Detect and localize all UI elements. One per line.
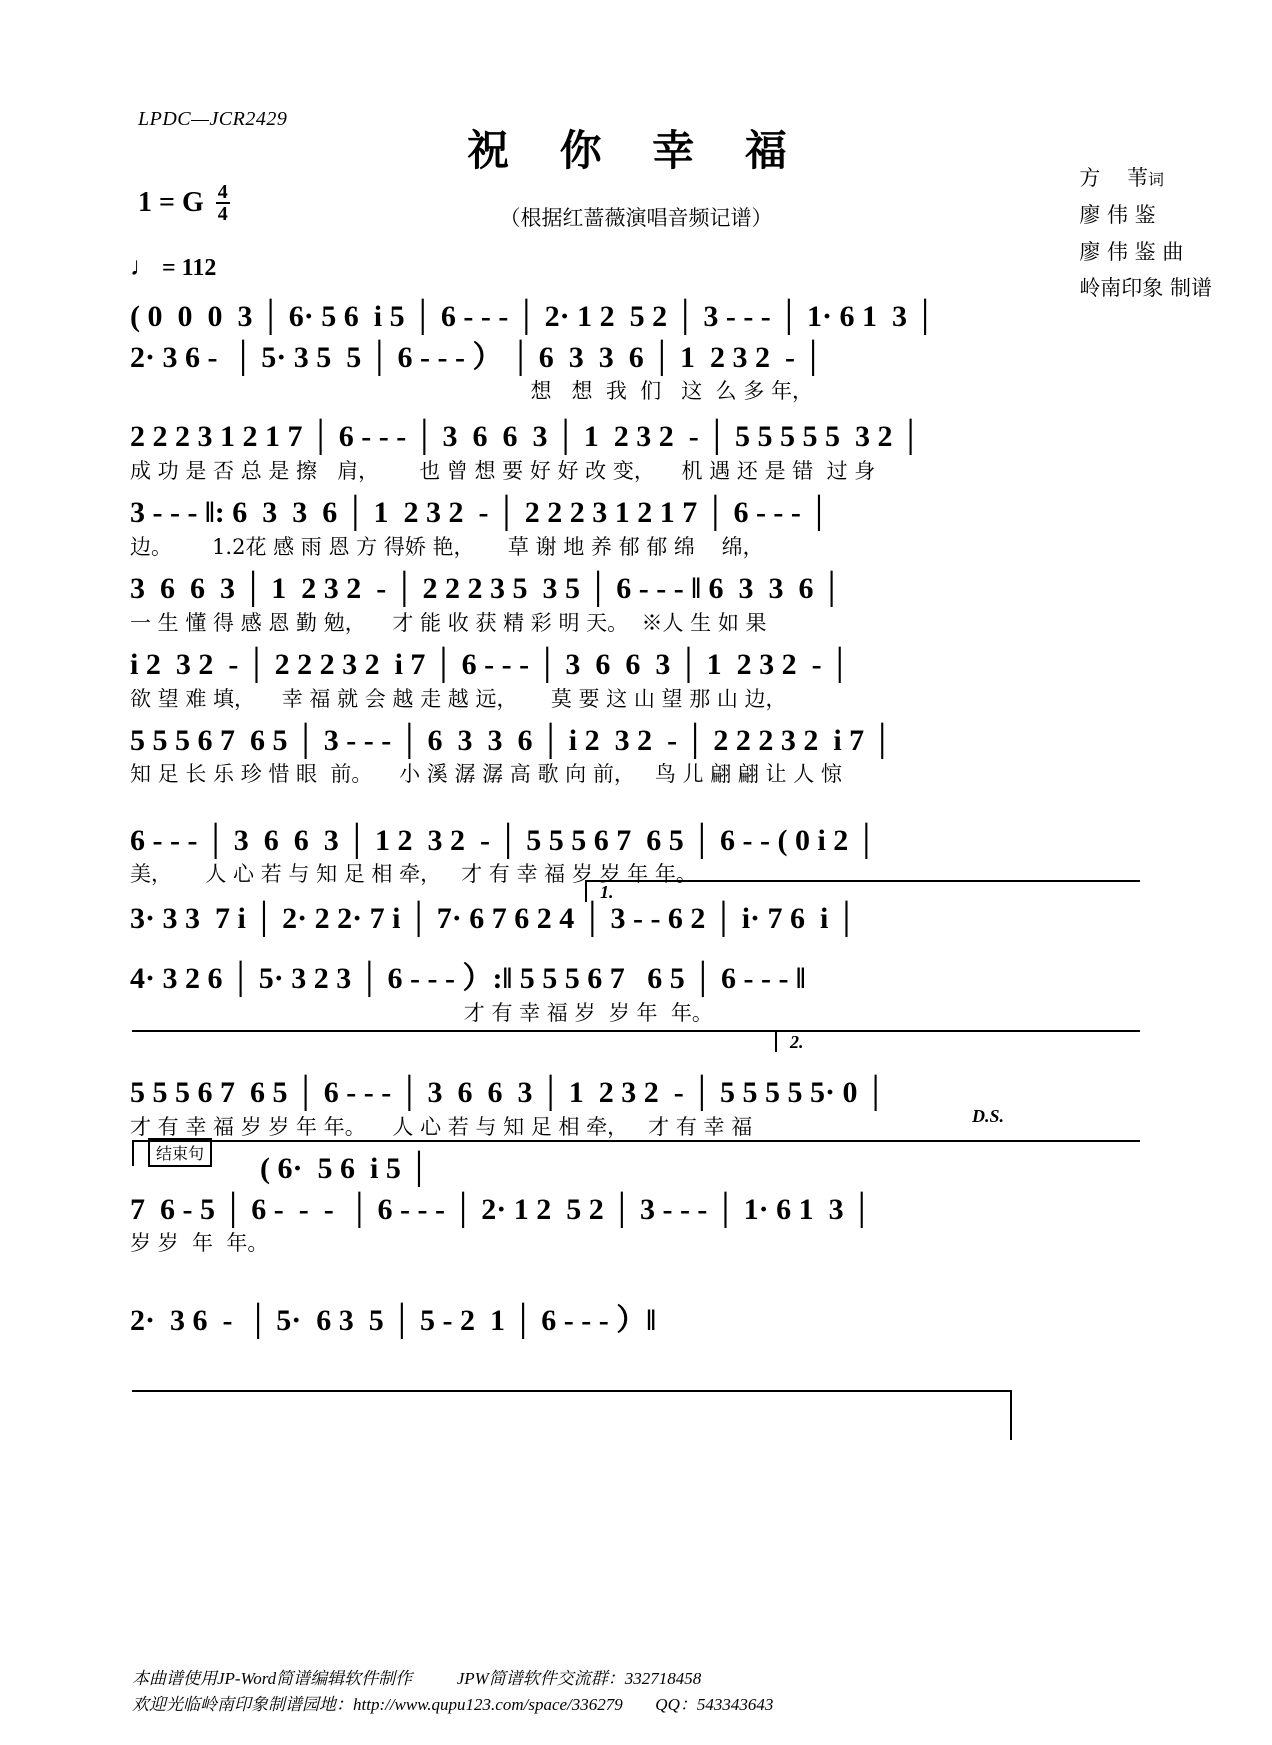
- key-signature: [138, 182, 230, 224]
- notes-1: ( 0 0 0 3 │ 6· 5 6 i 5 │ 6 - - - │ 2· 1 2 5 2 │ 3 - - - │ 1· 6 1 3 │: [130, 300, 936, 333]
- notes-14: 2· 3 6 - │ 5· 6 3 5 │ 5 - 2 1 │ 6 - - - ）‖: [130, 1304, 656, 1338]
- notes-4: 3 - - - ‖: 6 3 3 6 │ 1 2 3 2 - │ 2 2 2 3 1 2 1 7 │ 6 - - - │: [130, 496, 830, 530]
- music-system: [130, 300, 1140, 1339]
- lyricist-line: [1079, 160, 1212, 197]
- lyrics-6: 欲 望 难 填， 幸 福 就 会 越 走 越 远， 莫 要 这 山 望 那 山 边，: [130, 686, 787, 711]
- subtitle: （根据红蔷薇演唱音频记谱）: [499, 206, 773, 230]
- final-bracket-rule: [132, 1390, 1012, 1392]
- lyricist-role: 词: [1148, 170, 1165, 189]
- notes-3: 2 2 2 3 1 2 1 7 │ 6 - - - │ 3 6 6 3 │ 1 2 3 2 - │ 5 5 5 5 5 3 2 │: [130, 420, 922, 454]
- footer-qq: QQ：543343643: [655, 1694, 774, 1714]
- notes-13: 7 6 - 5 │ 6 - - - │ 6 - - - │ 2· 1 2 5 2 │ 3 - - - │ 1· 6 1 3 │: [130, 1192, 873, 1226]
- lyrics-4: 边。 1.2花 感 雨 恩 方 得娇 艳， 草 谢 地 养 郁 郁 绵 绵，: [130, 534, 764, 559]
- coda-top-rule: [132, 1140, 1140, 1142]
- notes-10: 4· 3 2 6 │ 5· 3 2 3 │ 6 - - - ）:‖ 5 5 5 6 7 6 5 │ 6 - - - ‖: [130, 962, 806, 996]
- ending2-bracket: [775, 1030, 1140, 1032]
- lyrics-8: 美， 人 心 若 与 知 足 相 牵， 才 有 幸 福 岁 岁 年 年。: [130, 862, 697, 887]
- ending2-label: 2.: [790, 1032, 804, 1052]
- lyrics-3: 成 功 是 否 总 是 擦 肩， 也 曾 想 要 好 好 改 变， 机 遇 还 是 错 过 身: [130, 458, 876, 483]
- lyricist-line-2: 廖 伟 鉴: [1079, 202, 1156, 227]
- footer-line-2: [132, 1692, 773, 1718]
- music-line-1: [130, 300, 1140, 335]
- footer-software: 本曲谱使用JP-Word简谱编辑软件制作: [132, 1669, 413, 1688]
- notes-6: i 2 3 2 - │ 2 2 2 3 2 i 7 │ 6 - - - │ 3 6 6 3 │ 1 2 3 2 - │: [130, 648, 851, 682]
- lyrics-2: 想 想 我 们 这 么 多 年，: [130, 379, 813, 403]
- lyrics-5: 一 生 懂 得 感 恩 勤 勉， 才 能 收 获 精 彩 明 天。 ※人 生 如 果: [130, 610, 767, 635]
- notes-12: ( 6· 5 6 i 5 │: [260, 1152, 430, 1186]
- time-signature-denominator: 4: [217, 203, 228, 225]
- ending1-bracket-tick: [585, 880, 587, 902]
- ending1-label: 1.: [600, 882, 614, 902]
- footer-block: [132, 1666, 773, 1717]
- ds-marker: D.S.: [972, 1106, 1005, 1126]
- tempo-value: = 112: [162, 255, 217, 281]
- page-title: 祝 你 幸 福: [467, 126, 805, 175]
- footer-line-1: [132, 1666, 773, 1692]
- music-line-3: [130, 420, 1140, 486]
- quarter-note-icon: ♩: [130, 252, 156, 281]
- notes-5: 3 6 6 3 │ 1 2 3 2 - │ 2 2 2 3 5 3 5 │ 6 - - - ‖ 6 3 3 6 │: [130, 572, 843, 606]
- composer-line: 廖 伟 鉴 曲: [1079, 239, 1184, 264]
- notes-9: 3· 3 3 7 i │ 2· 2 2· 7 i │ 7· 6 7 6 2 4 │ 3 - - 6 2 │ i· 7 6 i │: [130, 901, 858, 935]
- arranger-line: 岭南印象 制谱: [1079, 276, 1212, 301]
- lyrics-11: 才 有 幸 福 岁 岁 年 年。 人 心 若 与 知 足 相 牵， 才 有 幸 福: [130, 1114, 753, 1139]
- notes-11: 5 5 5 6 7 6 5 │ 6 - - - │ 3 6 6 3 │ 1 2 3 2 - │ 5 5 5 5 5· 0 │: [130, 1076, 887, 1110]
- lyrics-10: 才 有 幸 福 岁 岁 年 年。: [130, 1000, 713, 1025]
- notes-2: 2· 3 6 - │ 5· 3 5 5 │ 6 - - - ） │ 6 3 3 6 │ 1 2 3 2 - │: [130, 340, 824, 374]
- ending2-bracket-tick: [775, 1030, 777, 1052]
- final-bracket-tick: [1010, 1390, 1012, 1440]
- music-line-10: [130, 962, 1140, 1028]
- music-line-14: [130, 1304, 1140, 1339]
- ending1-bracket: [585, 880, 1140, 882]
- coda-bracket-tick: [132, 1140, 134, 1166]
- music-line-7: [130, 724, 1140, 790]
- lyrics-13: 岁 岁 年 年。: [130, 1231, 269, 1256]
- music-line-9: [130, 902, 1140, 937]
- music-line-2: [130, 341, 1140, 407]
- music-line-5: [130, 572, 1140, 638]
- music-line-6: [130, 648, 1140, 714]
- lyrics-7: 知 足 长 乐 珍 惜 眼 前。 小 溪 潺 潺 高 歌 向 前， 鸟 儿 翩 翩 让 人 惊: [130, 762, 842, 787]
- music-line-12: [130, 1152, 1140, 1187]
- music-line-13: [130, 1193, 1140, 1259]
- notes-7: 5 5 5 6 7 6 5 │ 3 - - - │ 6 3 3 6 │ i 2 3 2 - │ 2 2 2 3 2 i 7 │: [130, 723, 893, 757]
- music-line-4: [130, 496, 1140, 562]
- lyricist-name: 方 苇: [1079, 166, 1149, 190]
- key-label: 1 = G: [138, 187, 204, 218]
- credits-block: [1079, 160, 1212, 307]
- coda-label: 结束句: [148, 1138, 212, 1167]
- notes-8: 6 - - - │ 3 6 6 3 │ 1 2 3 2 - │ 5 5 5 6 7 6 5 │ 6 - - ( 0 i 2 │: [130, 823, 878, 857]
- document-code: LPDC—JCR2429: [138, 108, 288, 130]
- tempo-marking: [130, 252, 216, 282]
- time-signature: [216, 182, 230, 224]
- time-signature-numerator: 4: [217, 181, 228, 203]
- footer-group: JPW简谱软件交流群：332718458: [456, 1669, 702, 1688]
- footer-site[interactable]: 欢迎光临岭南印象制谱园地：http://www.qupu123.com/space/336279: [132, 1694, 623, 1714]
